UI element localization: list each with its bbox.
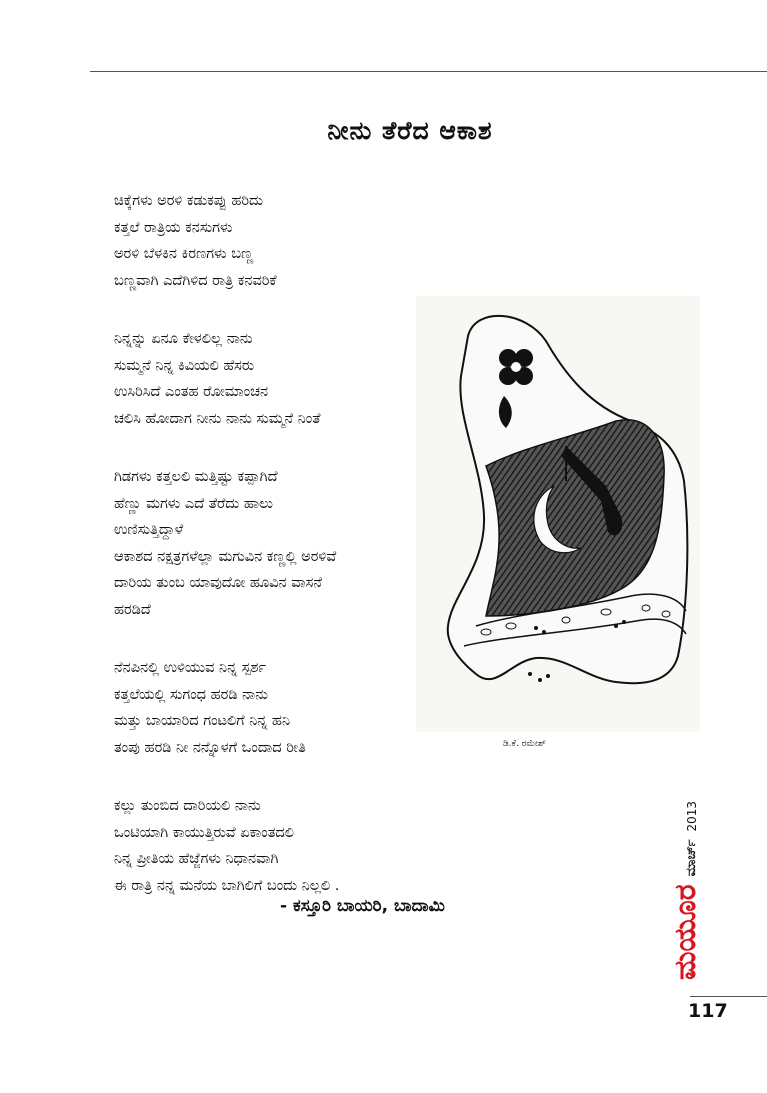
poem-line: ಈ ರಾತ್ರಿ ನನ್ನ ಮನೆಯ ಬಾಗಿಲಿಗೆ ಬಂದು ನಿಲ್ಲಲಿ . bbox=[114, 877, 340, 894]
poem-line: ನೆನಪಿನಲ್ಲಿ ಉಳಿಯುವ ನಿನ್ನ ಸ್ಪರ್ಶ bbox=[114, 660, 266, 676]
magazine-name: ಮಯೂರ bbox=[668, 884, 703, 980]
poem-line: ಒಂಟಿಯಾಗಿ ಕಾಯುತ್ತಿರುವೆ ಏಕಾಂತದಲಿ bbox=[114, 824, 295, 841]
poem-line: ಬಣ್ಣವಾಗಿ ಎದೆಗಿಳಿದ ರಾತ್ರಿ ಕನವರಿಕೆ bbox=[114, 272, 277, 289]
poem-line: ದಾರಿಯ ತುಂಬ ಯಾವುದೋ ಹೂವಿನ ವಾಸನೆ bbox=[114, 575, 322, 591]
stanza-1 bbox=[114, 188, 434, 294]
top-rule bbox=[90, 71, 767, 72]
stanza-4 bbox=[114, 655, 434, 761]
poem-line: ನಿನ್ನ ಪ್ರೀತಿಯ ಹೆಜ್ಜೆಗಳು ನಿಧಾನವಾಗಿ bbox=[114, 851, 279, 867]
poem-line: ಹೆಣ್ಣು ಮಗಳು ಎದೆ ತೆರೆದು ಹಾಲು bbox=[114, 495, 274, 512]
page-number: 117 bbox=[688, 1000, 728, 1022]
poem-line: ಆಕಾಶದ ನಕ್ಷತ್ರಗಳೆಲ್ಲಾ ಮಗುವಿನ ಕಣ್ಣಲ್ಲಿ ಅರಳಿವೆ bbox=[114, 548, 337, 565]
poem-line: ಗಿಡಗಳು ಕತ್ತಲಲಿ ಮತ್ತಿಷ್ಟು ಕಪ್ಪಾಗಿದೆ bbox=[114, 469, 278, 485]
issue-month: ಮಾರ್ಚ್ bbox=[684, 839, 699, 877]
poem-line: ಸುಮ್ಮನೆ ನಿನ್ನ ಕಿವಿಯಲಿ ಹೆಸರು bbox=[114, 357, 255, 374]
poem-line: ಕತ್ತಲೆ ರಾತ್ರಿಯ ಕನಸುಗಳು bbox=[114, 219, 233, 236]
illustration bbox=[416, 296, 700, 732]
poem-line: ಕಲ್ಲು ತುಂಬಿದ ದಾರಿಯಲಿ ನಾನು bbox=[114, 798, 261, 814]
footer-rule bbox=[690, 996, 767, 997]
poet-signature: - ಕಸ್ತೂರಿ ಬಾಯರಿ, ಬಾದಾಮಿ bbox=[280, 896, 445, 916]
poem-line: ಚಿಕ್ಕೆಗಳು ಅರಳಿ ಕಡುಕಪ್ಪು ಹರಿದು bbox=[114, 193, 264, 209]
poem-line: ನಿನ್ನನ್ನು ಏನೂ ಕೇಳಲಿಲ್ಲ ನಾನು bbox=[114, 331, 253, 347]
poem-line: ಮತ್ತು ಬಾಯಾರಿದ ಗಂಟಲಿಗೆ ನಿನ್ನ ಹನಿ bbox=[114, 713, 291, 729]
magazine-masthead bbox=[668, 801, 703, 980]
poem-line: ಚಲಿಸಿ ಹೋದಾಗ ನೀನು ನಾನು ಸುಮ್ಮನೆ ನಿಂತೆ bbox=[114, 410, 321, 427]
illustration-credit: ಡಿ.ಕೆ. ರಮೇಶ್ bbox=[503, 739, 546, 749]
stanza-5 bbox=[114, 793, 434, 899]
stanza-3 bbox=[114, 464, 434, 623]
poem-body bbox=[114, 188, 434, 899]
poem-line: ಉಸಿರಿಸಿದೆ ಎಂತಹ ರೋಮಾಂಚನ bbox=[114, 384, 269, 400]
stanza-2 bbox=[114, 326, 434, 432]
poem-line: ಕತ್ತಲೆಯಲ್ಲಿ ಸುಗಂಧ ಹರಡಿ ನಾನು bbox=[114, 686, 268, 703]
issue-year: 2013 bbox=[685, 801, 699, 832]
poem-line: ತಂಪು ಹರಡಿ ನೀ ನನ್ನೊಳಗೆ ಒಂದಾದ ರೀತಿ bbox=[114, 739, 306, 756]
poem-title: ನೀನು ತೆರೆದ ಆಕಾಶ bbox=[327, 116, 493, 145]
poem-line: ಉಣಿಸುತ್ತಿದ್ದಾಳೆ bbox=[114, 522, 184, 538]
poem-line: ಹರಡಿದೆ bbox=[114, 601, 151, 618]
poem-line: ಅರಳಿ ಬೆಳಕಿನ ಕಿರಣಗಳು ಬಣ್ಣ bbox=[114, 246, 254, 262]
mother-child-sketch bbox=[416, 296, 700, 732]
